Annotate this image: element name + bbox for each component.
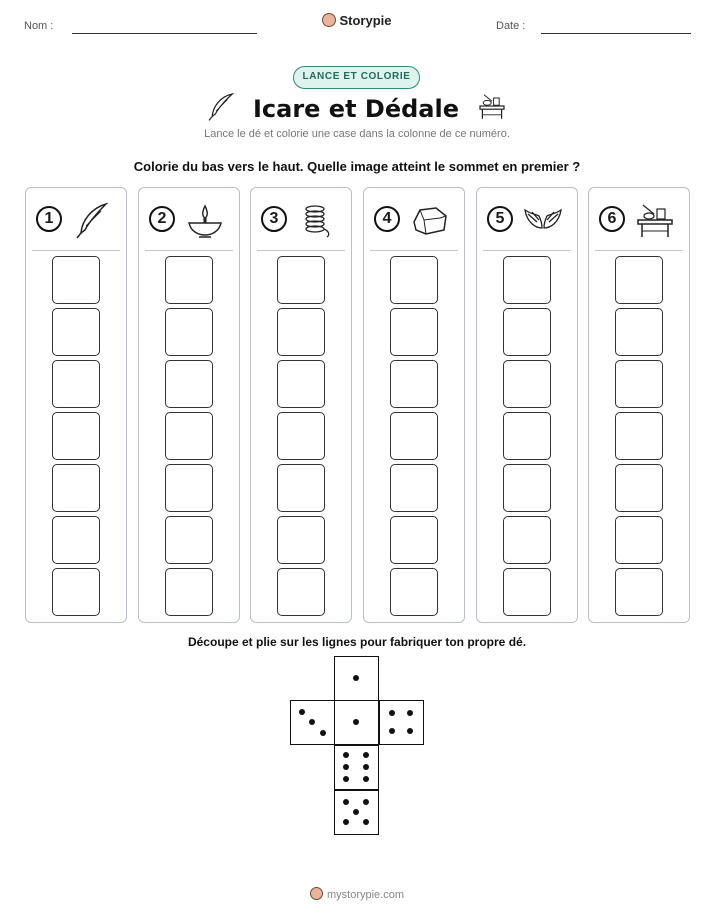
workbench-icon <box>475 90 509 127</box>
column-header <box>149 200 229 240</box>
die-instruction: Découpe et plie sur les lignes pour fabriquer ton propre dé. <box>187 635 527 649</box>
color-cell[interactable] <box>277 464 325 512</box>
column-number: 4 <box>374 206 400 232</box>
die-pip <box>407 728 413 734</box>
color-cell[interactable] <box>52 464 100 512</box>
color-cell[interactable] <box>165 464 213 512</box>
column-divider <box>257 250 345 251</box>
storypie-logo-icon <box>310 887 323 900</box>
color-cell[interactable] <box>390 568 438 616</box>
column-divider <box>595 250 683 251</box>
die-pip <box>343 819 349 825</box>
name-label: Nom : <box>24 20 54 32</box>
color-cell[interactable] <box>503 516 551 564</box>
color-cell[interactable] <box>277 256 325 304</box>
color-cell[interactable] <box>52 308 100 356</box>
column-header <box>261 200 341 240</box>
die-pip <box>389 710 395 716</box>
die-pip <box>320 730 326 736</box>
footer-url: mystorypie.com <box>326 889 405 901</box>
color-cell[interactable] <box>277 516 325 564</box>
column-6 <box>588 187 690 623</box>
brand-logo <box>0 13 714 28</box>
oil-lamp-icon <box>185 200 225 240</box>
color-cell[interactable] <box>390 256 438 304</box>
die-pip <box>363 819 369 825</box>
column-divider <box>483 250 571 251</box>
name-line[interactable] <box>72 33 257 34</box>
column-number: 3 <box>261 206 287 232</box>
column-number: 5 <box>487 206 513 232</box>
column-header <box>599 200 679 240</box>
color-cell[interactable] <box>615 256 663 304</box>
column-divider <box>370 250 458 251</box>
color-cell[interactable] <box>615 516 663 564</box>
color-cell[interactable] <box>615 308 663 356</box>
activity-badge: LANCE ET COLORIE <box>293 66 420 89</box>
die-pip <box>343 752 349 758</box>
column-divider <box>32 250 120 251</box>
date-line[interactable] <box>541 33 691 34</box>
die-pip <box>353 809 359 815</box>
color-cell[interactable] <box>165 412 213 460</box>
color-cell[interactable] <box>52 516 100 564</box>
color-cell[interactable] <box>390 412 438 460</box>
die-pip <box>299 709 305 715</box>
die-pip <box>363 799 369 805</box>
wax-block-icon <box>410 200 450 240</box>
feather-icon <box>205 90 237 127</box>
feather-icon <box>72 200 112 240</box>
die-face-1 <box>334 656 379 701</box>
die-face-4 <box>379 700 424 745</box>
wings-icon <box>523 200 563 240</box>
die-pip <box>389 728 395 734</box>
color-cell[interactable] <box>615 464 663 512</box>
column-4 <box>363 187 465 623</box>
column-number: 6 <box>599 206 625 232</box>
subtitle: Lance le dé et colorie une case dans la colonne de ce numéro. <box>204 128 510 140</box>
column-3 <box>250 187 352 623</box>
workbench-icon <box>635 200 675 240</box>
die-face-5 <box>334 790 379 835</box>
die-pip <box>343 776 349 782</box>
die-pip <box>407 710 413 716</box>
column-header <box>36 200 116 240</box>
die-pip <box>343 799 349 805</box>
column-5 <box>476 187 578 623</box>
brand-name: Storypie <box>339 13 392 28</box>
column-header <box>374 200 454 240</box>
color-cell[interactable] <box>52 256 100 304</box>
color-cell[interactable] <box>615 412 663 460</box>
color-cell[interactable] <box>503 412 551 460</box>
rope-coil-icon <box>297 200 337 240</box>
color-cell[interactable] <box>277 568 325 616</box>
column-2 <box>138 187 240 623</box>
die-pip <box>309 719 315 725</box>
title-row <box>0 90 714 126</box>
footer <box>0 887 714 901</box>
die-pip <box>353 675 359 681</box>
color-cell[interactable] <box>165 256 213 304</box>
color-cell[interactable] <box>277 360 325 408</box>
color-cell[interactable] <box>503 568 551 616</box>
die-pip <box>363 764 369 770</box>
die-face-3 <box>290 700 335 745</box>
color-cell[interactable] <box>615 360 663 408</box>
color-cell[interactable] <box>503 308 551 356</box>
game-instruction: Colorie du bas vers le haut. Quelle image atteint le sommet en premier ? <box>133 159 581 174</box>
color-cell[interactable] <box>390 464 438 512</box>
die-face-1 <box>334 700 379 745</box>
column-divider <box>145 250 233 251</box>
color-cell[interactable] <box>390 360 438 408</box>
color-cell[interactable] <box>165 568 213 616</box>
die-pip <box>353 719 359 725</box>
die-face-6 <box>334 745 379 790</box>
color-cell[interactable] <box>503 360 551 408</box>
color-cell[interactable] <box>52 568 100 616</box>
color-cell[interactable] <box>165 516 213 564</box>
date-label: Date : <box>496 20 526 32</box>
color-cell[interactable] <box>52 360 100 408</box>
column-number: 2 <box>149 206 175 232</box>
die-pip <box>363 752 369 758</box>
color-cell[interactable] <box>503 256 551 304</box>
color-cell[interactable] <box>165 308 213 356</box>
color-cell[interactable] <box>503 464 551 512</box>
column-header <box>487 200 567 240</box>
color-cell[interactable] <box>277 412 325 460</box>
storypie-logo-icon <box>322 13 336 27</box>
color-cell[interactable] <box>390 308 438 356</box>
color-cell[interactable] <box>615 568 663 616</box>
color-cell[interactable] <box>165 360 213 408</box>
die-pip <box>363 776 369 782</box>
color-cell[interactable] <box>277 308 325 356</box>
die-pip <box>343 764 349 770</box>
color-cell[interactable] <box>52 412 100 460</box>
color-cell[interactable] <box>390 516 438 564</box>
page-title: Icare et Dédale <box>252 94 459 123</box>
column-1 <box>25 187 127 623</box>
column-number: 1 <box>36 206 62 232</box>
